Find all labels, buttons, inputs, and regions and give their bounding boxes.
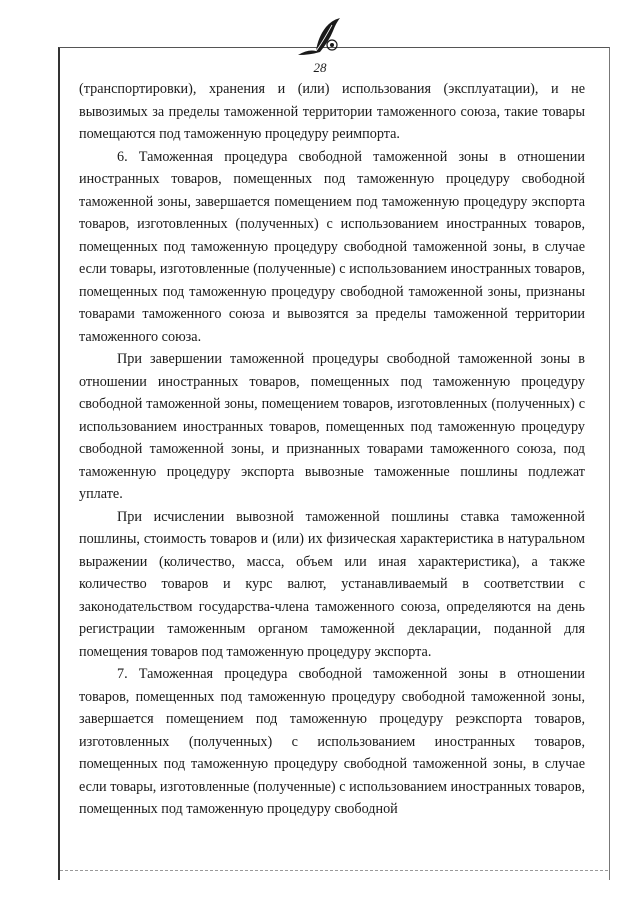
paragraph-7: 7. Таможенная процедура свободной таможенной зоны в отношении товаров, помещенных под таможенную процедуру свободной таможенной зоны, завершается помещением под таможенную процедуру реэкспорта товаров, изготовленных (полученных) с использованием иностранных товаров, помещенных под таможенную процедуру свободной таможенной зоны, в случае если товары, изготовленные (полученные) с использованием иностранных товаров, помещенных под таможенную процедуру свободной (79, 666, 585, 817)
feather-emblem-icon (296, 15, 346, 61)
document-body (79, 78, 585, 821)
paragraph-calculation: При исчислении вывозной таможенной пошлины ставка таможенной пошлины, стоимость товаров и (или) их физическая характеристика в натуральном выражении (количество, масса, объем или иная характеристика), а также количество товаров и курс валют, устанавливаемый в соответствии с законодательством государства-члена таможенного союза, определяются на день регистрации таможенным органом таможенной декларации, поданной для помещения товаров под таможенную процедуру экспорта. (79, 508, 585, 660)
page-border-bottom (60, 870, 608, 871)
paragraph-completion: При завершении таможенной процедуры свободной таможенной зоны в отношении иностранных товаров, помещенных под таможенную процедуру свободной таможенной зоны, помещением товаров, изготовленных (полученных) с использованием иностранных товаров, помещенных под таможенную процедуру свободной таможенной зоны, и признанных товарами таможенного союза, под таможенную процедуру экспорта вывозные таможенные пошлины подлежат уплате. (79, 351, 585, 502)
paragraph-6: 6. Таможенная процедура свободной таможенной зоны в отношении иностранных товаров, помещенных под таможенную процедуру свободной таможенной зоны, завершается помещением под таможенную процедуру экспорта товаров, изготовленных (полученных) с использованием иностранных товаров, помещенных под таможенную процедуру свободной таможенной зоны, в случае если товары, изготовленные (полученные) с использованием иностранных товаров, помещенных под таможенную процедуру свободной таможенной зоны, признаны товарами таможенного союза и вывозятся за пределы таможенной территории таможенного союза. (79, 148, 585, 345)
paragraph-continuation: (транспортировки), хранения и (или) использования (эксплуатации), и не вывозимых за пределы таможенной территории таможенного союза, такие товары помещаются под таможенную процедуру реимпорта. (79, 81, 585, 142)
page-number: 28 (313, 60, 327, 75)
